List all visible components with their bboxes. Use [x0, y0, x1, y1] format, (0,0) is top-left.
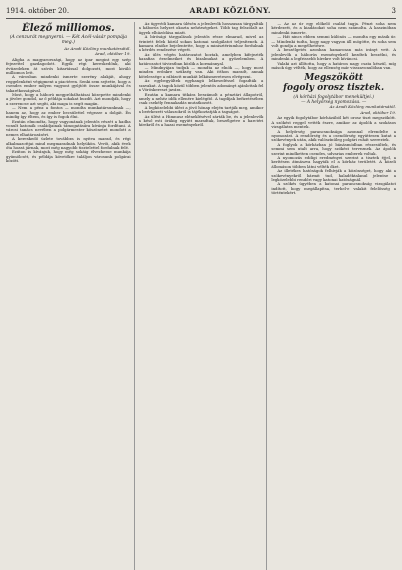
article2-paragraph: — Mindnyájan tudjuk — mondta az elnök —, hogy most minden erőnkre szükség van. Aki itthon maradt, annak kötelessége a rábízott munkát lelkiismeretesen elvégezni. — [138, 65, 264, 79]
article3-subtitle2: — A helyőrség nyomozása. — — [301, 100, 367, 106]
article2-paragraph: Ezután a kamara titkára beszámolt a pénztári állapotról, amely a nehéz idők ellenére kielégítő. A tagdíjak befizetésében csak csekély fennakadás mutatkozott. — [138, 91, 264, 106]
article2-paragraph: Az ülést a Himnusz eléneklésével zárták be, és a jelenlevők a késő esti órákig együtt maradtak, beszélgetve a harctéri hírekről és a hazai eseményekről. — [138, 113, 264, 128]
column-1 — [6, 22, 135, 570]
article3-paragraph: A beszélgetés azonban hamarosan más irányt vett. A jelenlevők a háborús eseményekről kezdtek beszélni, és mindenki a legfrissebb hírekre volt kíváncsi. — [271, 47, 396, 62]
article2-paragraph: Az egybegyűltek egyhangú lelkesedéssel fogadták a szavakat. A tagok közül többen jelentős adományt ajánlottak fel a Vöröskereszt javára. — [138, 78, 264, 93]
article3-title: Megszökött — [304, 73, 364, 84]
column-3 — [271, 22, 396, 570]
article1-paragraph: Aligha a magyarországi, hogy az ipar megint egy szép fejezettel gazdagodott. Egyik régi kereskedőnk, aki évtizedeken át szívós kitartással dolgozott, most kiváló milliomos lett. — [6, 56, 131, 76]
page-header — [6, 6, 396, 19]
article3-paragraph: — Hát nincs ebben semmi különös — mondta egy másik úr. — Mindenki tudta, hogy nagy vagyon áll mögötte, és soha sem volt gondja a megélhetésre. — [271, 34, 396, 49]
article3-paragraph: A szökés ügyében a katonai parancsnokság vizsgálatot indított, hogy megállapítsa, terhel-e valakit felelősség a történtekért. — [271, 181, 396, 196]
article-columns — [6, 22, 396, 570]
article2-paragraph: Az ülés végén határozatot hoztak, amelyben kifejezték hazafias érzelmeiket és bizalmukat a győzelemben. A határozatot táviratban közlik a kormánnyal. — [138, 51, 264, 66]
article3-byline: Az Aradi Közlöny munkatársától. — [329, 104, 396, 110]
article3-paragraph: A foglyok a kórházban jó bánásmódban részesültek, és semmi sem utalt arra, hogy szökést terveznek. Az ápolók szerint mindketten csendes, udvarias emberek voltak. — [271, 141, 396, 156]
article3-paragraph: A nyomozás eddigi eredményei szerint a tisztek éjjel, a kerítésen átmászva hagyták el a kórház területét. A közeli állomáson többen látni vélték őket. — [271, 154, 396, 169]
article1-paragraph: Ezután elmondta, hogy vagyonának jelentős részét a hadba vonult katonák családjainak támogatására kívánja fordítani. A városi tanács nevében a polgármester köszönetet mondott a nemes elhatározásért. — [6, 118, 131, 137]
article3-subtitle: (A kórházi fogolytábor menekültjei.) — [293, 95, 374, 101]
article3-paragraph: Az illetékes hatóságok felhívják a közönséget, hogy aki a szökevényekről bármit tud, haladéktalanul jelentse a legközelebbi rendőri vagy katonai hatóságnál. — [271, 168, 396, 182]
article1-title: Élező milliomos. — [22, 23, 115, 34]
article3-paragraph: — Az az úr egy előkelő család tagja. Pénzt soha nem kérdezett, és a kiadásokat soha nem számolta. A kaszinóban mindenki ismerte. — [271, 22, 396, 35]
article1-byline: Az Aradi Közlöny munkatársától. — [64, 46, 131, 51]
article1-paragraph: Ezúton is kívánjuk, hogy még sokáig élvezhesse munkája gyümölcsét, és példája követőkre találjon városunk polgárai között. — [6, 149, 131, 164]
article1-subtitle: (A cenzurát megnyerni. — Két Acél-vásár pompája meg.) — [9, 35, 127, 45]
article1-paragraph: — Nem a pénz a fontos — mondta munkatársunknak —, hanem az, hogy az ember becsülettel végezze a dolgát. Én mindig így éltem, és így is fogok élni. — [6, 105, 131, 120]
article3-paragraph: A helyőrség parancsnoksága azonnal elrendelte a nyomozást. A rendőrség és a csendőrség együttesen kutat a szökevények után, akik valószínűleg polgári ruhát szereztek. — [271, 128, 396, 143]
header-date: 1914. október 20. — [6, 7, 70, 15]
article1-paragraph: A városban mindenki ismerte szerény alakját, ahogy reggelenként végigment a piactéren. Senki sem sejtette, hogy a csendes ember milyen vagyont gyűjtött össze munkájával és takarékosságával. — [6, 74, 131, 93]
article1-paragraph: Most, hogy a háború megpróbáltatásai közepette mindenki a jövőre gondol, az ő példája sokakat buzdít. Azt mondják, hogy a szerencse azt segíti, aki maga is segít magán. — [6, 92, 131, 106]
article2-paragraph: Az ügyvédi kamara ülésén a jelenlevők hosszasan tárgyalták a háborús helyzet okozta nehézségeket. Több tag felszólalt az ügyek elhúzódása miatt. — [138, 22, 264, 35]
article3-paragraph: Valaki azt állította, hogy a határon nagy csata készül, míg mások úgy vélték, hogy az ellenség már visszavonulóban van. — [271, 60, 396, 71]
article1-paragraph: A kereskedő üzlete továbbra is nyitva marad, és régi alkalmazottjai mind megmaradnak helyükön. Vevői, akik évek óta hozzá járnak, most még nagyobb tisztelettel fordulnak felé. — [6, 136, 131, 150]
article1-dateline: Arad, október 19. — [95, 51, 131, 57]
page-number: 3 — [391, 7, 396, 15]
article2-paragraph: A legközelebbi ülést a jövő hónap elején tartják meg, amikor a beérkezett válaszokról is tájékoztatják a tagságot. — [138, 104, 264, 115]
column-2 — [139, 22, 268, 570]
newspaper-name: ARADI KÖZLÖNY. — [189, 6, 272, 15]
article3-dateline: Arad, október 19. — [360, 109, 396, 115]
article3-title-line2: fogoly orosz tisztek. — [283, 83, 385, 94]
article3-paragraph: Az egyik fogolytábor kórházából két orosz tiszt megszökött. A szökést reggel vették észre, amikor az ápolók a szokásos vizsgálatra mentek. — [271, 115, 396, 130]
article2-paragraph: A bírósági tárgyalások jelentős része elmarad, mivel az érintett felek közül sokan katonai szolgálatot teljesítenek. A kamara elnöke bejelentette, hogy a minisztériumhoz fordulnak a kérdés rendezése végett. — [138, 34, 264, 53]
